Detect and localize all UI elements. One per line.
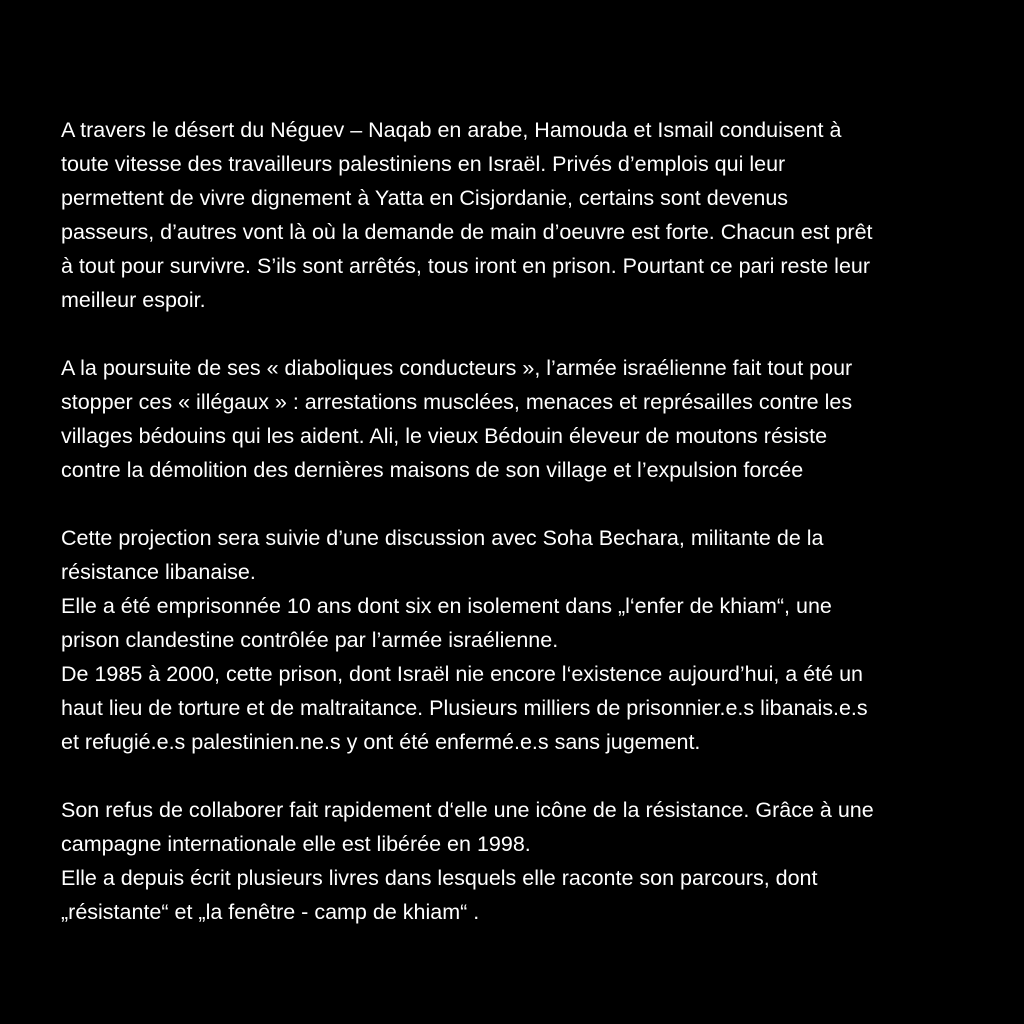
body-text (61, 113, 981, 963)
text-line: Elle a depuis écrit plusieurs livres dans lesquels elle raconte son parcours, dont (61, 866, 818, 890)
text-line: De 1985 à 2000, cette prison, dont Israël nie encore l‘existence aujourd’hui, a été un (61, 662, 863, 686)
text-line: A la poursuite de ses « diaboliques conducteurs », l’armée israélienne fait tout pour (61, 356, 853, 380)
text-line: toute vitesse des travailleurs palestiniens en Israël. Privés d’emplois qui leur (61, 152, 786, 176)
text-line: contre la démolition des dernières maisons de son village et l’expulsion forcée (61, 458, 804, 482)
paragraph-army-pursuit (61, 351, 981, 487)
paragraph-resistance (61, 793, 981, 929)
text-line: A travers le désert du Néguev – Naqab en arabe, Hamouda et Ismail conduisent à (61, 118, 842, 142)
text-line: passeurs, d’autres vont là où la demande de main d’oeuvre est forte. Chacun est prêt (61, 220, 873, 244)
text-line: haut lieu de torture et de maltraitance. Plusieurs milliers de prisonnier.e.s libanais.e.s (61, 696, 868, 720)
text-line: permettent de vivre dignement à Yatta en Cisjordanie, certains sont devenus (61, 186, 789, 210)
text-line: prison clandestine contrôlée par l’armée israélienne. (61, 628, 559, 652)
text-line: Cette projection sera suivie d’une discussion avec Soha Bechara, militante de la (61, 526, 824, 550)
text-line: campagne internationale elle est libérée en 1998. (61, 832, 531, 856)
text-line: „résistante“ et „la fenêtre - camp de khiam“ . (61, 900, 480, 924)
text-line: stopper ces « illégaux » : arrestations musclées, menaces et représailles contre les (61, 390, 853, 414)
text-line: Son refus de collaborer fait rapidement d‘elle une icône de la résistance. Grâce à une (61, 798, 874, 822)
paragraph-film-synopsis (61, 113, 981, 317)
text-line: résistance libanaise. (61, 560, 256, 584)
paragraph-discussion (61, 521, 981, 759)
text-line: meilleur espoir. (61, 288, 206, 312)
text-line: villages bédouins qui les aident. Ali, le vieux Bédouin éleveur de moutons résiste (61, 424, 828, 448)
text-line: Elle a été emprisonnée 10 ans dont six en isolement dans „l‘enfer de khiam“, une (61, 594, 832, 618)
text-line: et refugié.e.s palestinien.ne.s y ont été enfermé.e.s sans jugement. (61, 730, 701, 754)
text-line: à tout pour survivre. S’ils sont arrêtés, tous iront en prison. Pourtant ce pari reste leur (61, 254, 871, 278)
